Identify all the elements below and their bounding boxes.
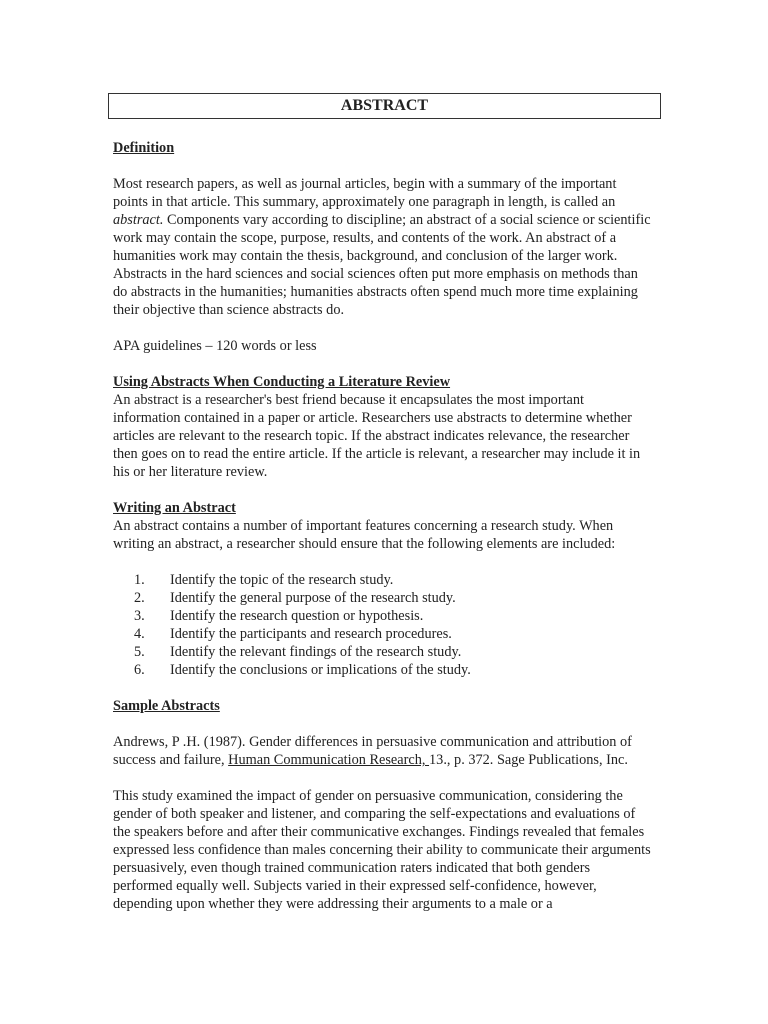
list-item-number: 6. bbox=[134, 662, 145, 678]
definition-text-start: Most research papers, as well as journal articles, begin with a summary of the important points in that article. This summary, approximately one paragraph in length, is called an bbox=[113, 176, 617, 210]
citation-journal: Human Communication Research, bbox=[228, 752, 430, 768]
list-item bbox=[113, 625, 653, 643]
list-item bbox=[113, 661, 653, 679]
list-item bbox=[113, 589, 653, 607]
list-item-text: Identify the relevant findings of the research study. bbox=[170, 644, 462, 660]
using-abstracts-heading: Using Abstracts When Conducting a Literature Review bbox=[113, 374, 451, 390]
list-item-text: Identify the topic of the research study. bbox=[170, 572, 394, 588]
writing-abstract-paragraph: An abstract contains a number of important features concerning a research study. When writing an abstract, a researcher should ensure that the following elements are included: bbox=[113, 518, 616, 552]
apa-guideline: APA guidelines – 120 words or less bbox=[113, 338, 317, 354]
list-item-number: 1. bbox=[134, 572, 145, 588]
page-title: ABSTRACT bbox=[108, 93, 661, 119]
list-item bbox=[113, 607, 653, 625]
elements-list bbox=[113, 571, 653, 679]
list-item-number: 4. bbox=[134, 626, 145, 642]
list-item-number: 3. bbox=[134, 608, 145, 624]
citation-text-end: 13., p. 372. Sage Publications, Inc. bbox=[429, 752, 628, 768]
list-item bbox=[113, 571, 653, 589]
list-item-text: Identify the general purpose of the research study. bbox=[170, 590, 456, 606]
definition-text-end: Components vary according to discipline; an abstract of a social science or scientific work may contain the scope, purpose, results, and contents of the work. An abstract of a humanities work may contain the thesis, background, and conclusion of the larger work. Abstracts in the hard sciences and social sciences often put more emphasis on methods than do abstracts in the humanities; humanities abstracts often spend much more time explaining their objective than science abstracts do. bbox=[113, 212, 651, 318]
definition-heading: Definition bbox=[113, 140, 175, 156]
definition-paragraph bbox=[113, 175, 653, 319]
sample-abstract-paragraph: This study examined the impact of gender on persuasive communication, considering the gender of both speaker and listener, and comparing the self-expectations and evaluations of the speakers before and after their communicative exchanges. Findings revealed that females expressed less confidence than males concerning their ability to communicate their arguments persuasively, even though trained communication raters indicated that both genders performed equally well. Subjects varied in their expressed self-confidence, however, depending upon whether they were addressing their arguments to a male or a bbox=[113, 788, 651, 912]
document-body bbox=[113, 139, 653, 913]
list-item-number: 2. bbox=[134, 590, 145, 606]
definition-text-italic: abstract. bbox=[113, 212, 164, 228]
list-item-number: 5. bbox=[134, 644, 145, 660]
sample-abstracts-heading: Sample Abstracts bbox=[113, 698, 220, 714]
list-item-text: Identify the conclusions or implications of the study. bbox=[170, 662, 471, 678]
citation-text-start: Andrews, P .H. (1987). Gender differences in persuasive communication and attribution of success and failure, bbox=[113, 734, 632, 768]
list-item-text: Identify the research question or hypothesis. bbox=[170, 608, 424, 624]
list-item-text: Identify the participants and research procedures. bbox=[170, 626, 452, 642]
list-item bbox=[113, 643, 653, 661]
sample-citation bbox=[113, 733, 653, 769]
writing-abstract-heading: Writing an Abstract bbox=[113, 500, 236, 516]
using-abstracts-paragraph: An abstract is a researcher's best friend because it encapsulates the most important information contained in a paper or article. Researchers use abstracts to determine whether articles are relevant to the research topic. If the abstract indicates relevance, the researcher then goes on to read the entire article. If the article is relevant, a researcher may include it in his or her literature review. bbox=[113, 392, 641, 480]
